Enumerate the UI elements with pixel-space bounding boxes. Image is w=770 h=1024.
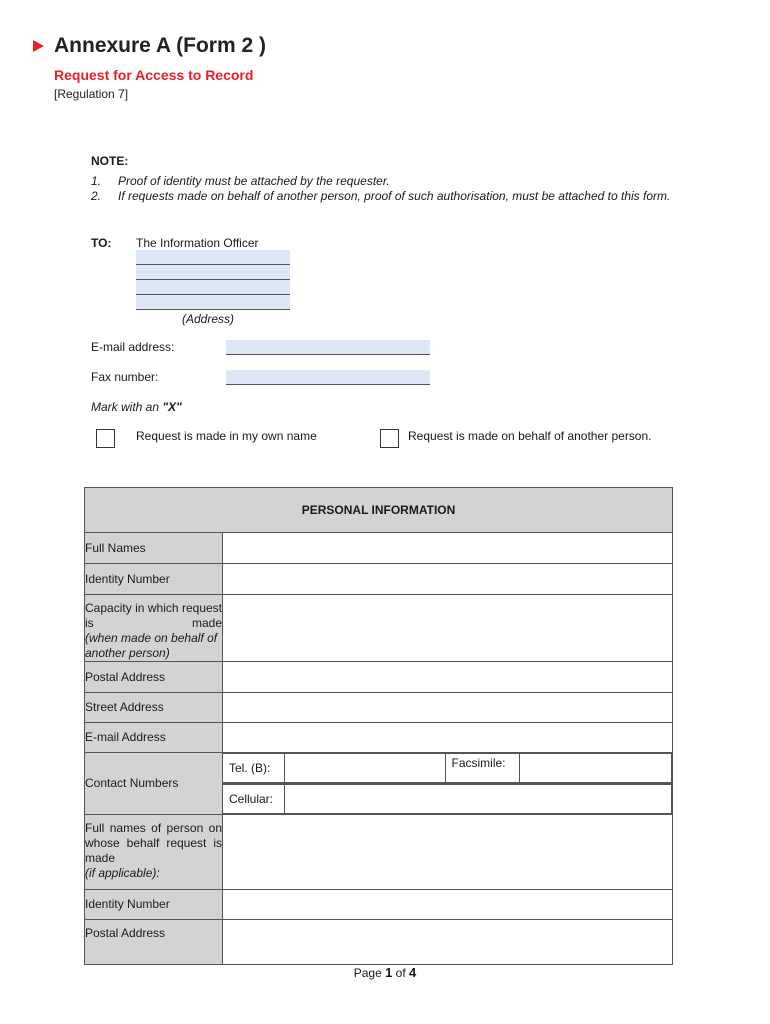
own-name-checkbox[interactable] bbox=[96, 429, 115, 448]
full-names-label: Full Names bbox=[85, 533, 223, 564]
fax-field[interactable] bbox=[226, 370, 430, 385]
behalf-names-note: (if applicable): bbox=[85, 866, 160, 880]
cellular-label: Cellular: bbox=[223, 785, 284, 814]
note-text: If requests made on behalf of another person, proof of such authorisation, must be attached to this form. bbox=[118, 189, 671, 203]
street-address-label: Street Address bbox=[85, 693, 223, 723]
fax-label: Fax number: bbox=[91, 370, 159, 384]
tel-row bbox=[223, 753, 673, 784]
postal-address-field[interactable] bbox=[223, 662, 673, 693]
page-footer bbox=[0, 965, 770, 980]
email-address-label: E-mail Address bbox=[85, 723, 223, 753]
behalf-names-field[interactable] bbox=[223, 815, 673, 890]
mark-prefix: Mark with an bbox=[91, 400, 163, 414]
full-names-field[interactable] bbox=[223, 533, 673, 564]
email-field[interactable] bbox=[226, 340, 430, 355]
identity-number-2-field[interactable] bbox=[223, 890, 673, 920]
address-line-field[interactable] bbox=[136, 280, 290, 295]
note-number: 1. bbox=[91, 174, 102, 188]
postal-address-label: Postal Address bbox=[85, 662, 223, 693]
arrow-icon bbox=[33, 40, 44, 52]
identity-number-label: Identity Number bbox=[85, 564, 223, 595]
facsimile-label: Facsimile: bbox=[445, 754, 519, 783]
regulation-ref: [Regulation 7] bbox=[54, 87, 129, 101]
note-heading: NOTE: bbox=[91, 154, 129, 168]
postal-address-2-field[interactable] bbox=[223, 920, 673, 965]
tel-label: Tel. (B): bbox=[223, 754, 284, 783]
street-address-field[interactable] bbox=[223, 693, 673, 723]
personal-info-table bbox=[84, 487, 673, 965]
page-subtitle: Request for Access to Record bbox=[54, 67, 254, 83]
page-total: 4 bbox=[409, 965, 417, 980]
identity-number-2-label: Identity Number bbox=[85, 890, 223, 920]
address-caption: (Address) bbox=[182, 312, 235, 326]
capacity-text: Capacity in which request is made bbox=[85, 601, 222, 630]
cellular-row bbox=[223, 784, 673, 815]
own-name-label: Request is made in my own name bbox=[136, 429, 317, 443]
capacity-field[interactable] bbox=[223, 595, 673, 662]
address-line-field[interactable] bbox=[136, 250, 290, 265]
to-recipient: The Information Officer bbox=[136, 236, 259, 250]
mark-x: "X" bbox=[162, 400, 182, 414]
address-line-field[interactable] bbox=[136, 265, 290, 280]
identity-number-field[interactable] bbox=[223, 564, 673, 595]
email-label: E-mail address: bbox=[91, 340, 175, 354]
personal-info-heading: PERSONAL INFORMATION bbox=[85, 488, 673, 533]
note-number: 2. bbox=[91, 189, 102, 203]
behalf-names-label bbox=[85, 815, 223, 890]
page-number: 1 bbox=[385, 965, 393, 980]
tel-field[interactable] bbox=[284, 754, 445, 783]
behalf-names-text: Full names of person on whose behalf request is made bbox=[85, 821, 222, 865]
capacity-label bbox=[85, 595, 223, 662]
page-title: Annexure A (Form 2 ) bbox=[54, 34, 266, 57]
postal-address-2-label: Postal Address bbox=[85, 920, 223, 965]
to-label: TO: bbox=[91, 236, 112, 250]
mark-instruction bbox=[91, 400, 182, 414]
facsimile-field[interactable] bbox=[519, 754, 672, 783]
capacity-note: (when made on behalf of another person) bbox=[85, 631, 218, 660]
cellular-field[interactable] bbox=[284, 785, 672, 814]
contact-numbers-label: Contact Numbers bbox=[85, 753, 223, 815]
behalf-checkbox[interactable] bbox=[380, 429, 399, 448]
note-text: Proof of identity must be attached by the requester. bbox=[118, 174, 390, 188]
of-word: of bbox=[392, 966, 410, 980]
behalf-label: Request is made on behalf of another person. bbox=[408, 429, 652, 443]
page-word: Page bbox=[353, 966, 386, 980]
email-address-field[interactable] bbox=[223, 723, 673, 753]
address-line-field[interactable] bbox=[136, 295, 290, 310]
